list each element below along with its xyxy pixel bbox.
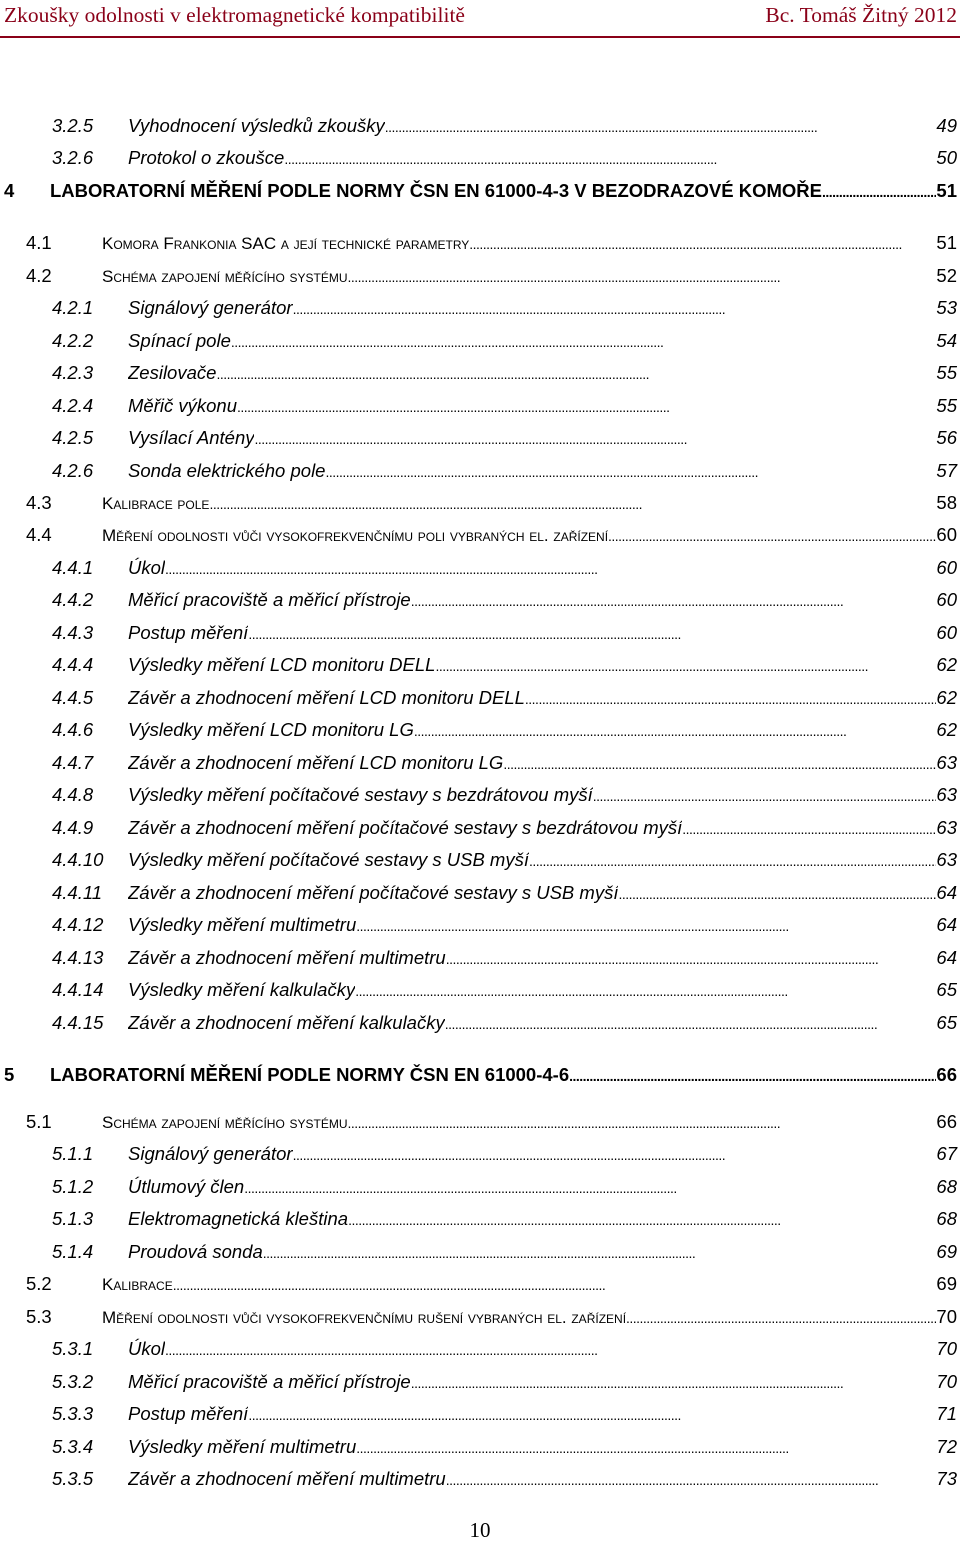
toc-dot-leader — [348, 1204, 936, 1235]
toc-entry-page: 60 — [936, 524, 957, 545]
toc-entry-page: 56 — [936, 427, 957, 448]
toc-entry-title: Signálový generátor — [128, 297, 293, 318]
toc-entry-number: 4.4 — [26, 524, 52, 545]
toc-entry-page: 49 — [936, 115, 957, 136]
toc-entry-title: Zesilovače — [128, 362, 217, 383]
toc-entry-title: Postup měření — [128, 1403, 249, 1424]
toc-entry-number: 5.2 — [26, 1273, 52, 1294]
toc-entry-title: Výsledky měření LCD monitoru DELL — [128, 654, 436, 675]
toc-entry[interactable] — [0, 553, 957, 583]
toc-entry-title: Měřič výkonu — [128, 395, 237, 416]
toc-entry-page: 55 — [936, 395, 957, 416]
toc-entry[interactable] — [0, 683, 957, 713]
toc-entry-number: 5.1.4 — [52, 1241, 94, 1262]
toc-entry-title: Elektromagnetická kleština — [128, 1208, 349, 1229]
toc-entry-number: 4.4.8 — [52, 784, 94, 805]
toc-entry-page: 64 — [936, 914, 957, 935]
toc-entry-page: 68 — [936, 1208, 957, 1229]
toc-entry-page: 51 — [936, 180, 957, 201]
toc-dot-leader — [237, 391, 936, 422]
toc-dot-leader — [525, 683, 937, 714]
toc-entry-page: 50 — [936, 147, 957, 168]
toc-entry[interactable] — [0, 715, 957, 745]
toc-entry-title: Měření odolnosti vůči vysokofrekvenčnímu rušení vybraných el. zařízení — [102, 1308, 627, 1327]
toc-entry-number: 4.4.6 — [52, 719, 94, 740]
toc-entry[interactable] — [0, 618, 957, 648]
toc-dot-leader — [529, 845, 936, 876]
toc-dot-leader — [411, 585, 937, 616]
toc-entry-title: Vyhodnocení výsledků zkoušky — [128, 115, 385, 136]
toc-entry[interactable] — [0, 1464, 957, 1494]
toc-entry[interactable] — [0, 1008, 957, 1038]
toc-entry[interactable] — [0, 261, 957, 291]
toc-entry[interactable] — [0, 1302, 957, 1332]
toc-entry-title: Výsledky měření počítačové sestavy s bezdrátovou myší — [128, 784, 593, 805]
toc-entry-page: 53 — [936, 297, 957, 318]
toc-dot-leader — [446, 943, 937, 974]
toc-entry-number: 3.2.6 — [52, 147, 94, 168]
toc-dot-leader — [348, 1107, 937, 1138]
toc-entry[interactable] — [0, 358, 957, 388]
toc-entry-number: 4.2 — [26, 265, 52, 286]
toc-dot-leader — [446, 1464, 937, 1495]
toc-entry-title: Výsledky měření multimetru — [128, 1436, 357, 1457]
toc-dot-leader — [618, 878, 936, 909]
toc-entry[interactable] — [0, 1399, 957, 1429]
toc-entry[interactable] — [0, 456, 957, 486]
toc-entry-page: 63 — [936, 752, 957, 773]
toc-entry-page: 54 — [936, 330, 957, 351]
toc-entry-number: 4.4.2 — [52, 589, 94, 610]
toc-dot-leader — [165, 1334, 936, 1365]
toc-entry-number: 4.4.15 — [52, 1012, 104, 1033]
header-author: Bc. Tomáš Žitný 2012 — [765, 3, 957, 27]
toc-entry-number: 3.2.5 — [52, 115, 94, 136]
toc-entry-title: Měření odolnosti vůči vysokofrekvenčnímu poli vybraných el. zařízení — [102, 526, 609, 545]
toc-entry[interactable] — [0, 326, 957, 356]
toc-entry-page: 63 — [936, 817, 957, 838]
toc-dot-leader — [248, 1399, 936, 1430]
toc-entry[interactable] — [0, 1139, 957, 1169]
toc-entry-number: 4.4.7 — [52, 752, 94, 773]
toc-dot-leader — [248, 618, 936, 649]
toc-entry-title: Měřicí pracoviště a měřicí přístroje — [128, 589, 411, 610]
toc-entry[interactable] — [0, 813, 957, 843]
toc-entry-page: 60 — [936, 589, 957, 610]
toc-entry-number: 4.4.12 — [52, 914, 104, 935]
toc-entry-title: Závěr a zhodnocení měření LCD monitoru DELL — [128, 687, 525, 708]
toc-entry[interactable] — [0, 176, 957, 206]
page-header — [0, 0, 960, 46]
toc-entry-number: 5.1 — [26, 1111, 52, 1132]
toc-entry-title: Útlumový člen — [128, 1176, 245, 1197]
toc-dot-leader — [435, 650, 936, 681]
toc-entry[interactable] — [0, 1269, 957, 1299]
toc-dot-leader — [244, 1172, 936, 1203]
toc-entry-title: Kalibrace — [102, 1275, 173, 1294]
toc-entry[interactable] — [0, 878, 957, 908]
toc-entry-title: Signálový generátor — [128, 1143, 293, 1164]
toc-entry-number: 4.2.5 — [52, 427, 94, 448]
toc-entry[interactable] — [0, 845, 957, 875]
toc-entry-title: Výsledky měření kalkulačky — [128, 979, 356, 1000]
toc-entry-number: 4.2.3 — [52, 362, 94, 383]
toc-entry-number: 5.3 — [26, 1306, 52, 1327]
page-number: 10 — [469, 1518, 491, 1542]
toc-entry-page: 64 — [936, 882, 957, 903]
toc-entry-page: 70 — [936, 1371, 957, 1392]
toc-dot-leader — [385, 111, 937, 142]
toc-entry-title: Výsledky měření počítačové sestavy s USB myší — [128, 849, 529, 870]
toc-entry-page: 60 — [936, 557, 957, 578]
toc-entry[interactable] — [0, 650, 957, 680]
toc-entry-title: Schéma zapojení měřícího systému — [102, 267, 348, 286]
toc-entry-number: 5.1.3 — [52, 1208, 94, 1229]
toc-entry[interactable] — [0, 1107, 957, 1137]
toc-entry[interactable] — [0, 520, 957, 550]
toc-entry-title: LABORATORNÍ MĚŘENÍ PODLE NORMY ČSN EN 61000-4-3 V BEZODRAZOVÉ KOMOŘE — [50, 180, 822, 201]
toc-entry-title: Kalibrace pole — [102, 494, 210, 513]
toc-entry-title: Spínací pole — [128, 330, 231, 351]
toc-dot-leader — [822, 176, 936, 207]
toc-dot-leader — [608, 520, 936, 551]
toc-entry-number: 5.3.1 — [52, 1338, 94, 1359]
toc-entry-number: 4.4.13 — [52, 947, 104, 968]
toc-entry-title: Měřicí pracoviště a měřicí přístroje — [128, 1371, 411, 1392]
toc-dot-leader — [325, 456, 936, 487]
header-rule — [0, 36, 960, 38]
toc-entry-page: 69 — [936, 1241, 957, 1262]
toc-entry[interactable] — [0, 943, 957, 973]
toc-entry-number: 4.4.9 — [52, 817, 94, 838]
toc-entry-page: 60 — [936, 622, 957, 643]
toc-entry[interactable] — [0, 975, 957, 1005]
toc-entry-page: 68 — [936, 1176, 957, 1197]
toc-entry-title: Závěr a zhodnocení měření multimetru — [128, 947, 446, 968]
toc-entry-page: 62 — [936, 654, 957, 675]
toc-dot-leader — [231, 326, 937, 357]
toc-entry-page: 65 — [936, 1012, 957, 1033]
toc-entry-title: Proudová sonda — [128, 1241, 263, 1262]
toc-entry-number: 5.1.1 — [52, 1143, 94, 1164]
toc-entry-title: Schéma zapojení měřícího systému — [102, 1113, 348, 1132]
toc-entry[interactable] — [0, 1334, 957, 1364]
toc-entry-title: Komora Frankonia SAC a její technické parametry — [102, 234, 470, 253]
toc-entry-number: 5.1.2 — [52, 1176, 94, 1197]
toc-entry-number: 4.4.1 — [52, 557, 94, 578]
toc-dot-leader — [445, 1008, 937, 1039]
toc-dot-leader — [173, 1269, 937, 1300]
toc-entry-number: 4.2.6 — [52, 460, 94, 481]
toc-entry-page: 52 — [936, 265, 957, 286]
toc-entry-number: 5.3.5 — [52, 1468, 94, 1489]
toc-entry-page: 55 — [936, 362, 957, 383]
toc-entry-title: LABORATORNÍ MĚŘENÍ PODLE NORMY ČSN EN 61000-4-6 — [50, 1064, 570, 1085]
toc-entry-page: 63 — [936, 784, 957, 805]
toc-entry[interactable] — [0, 910, 957, 940]
toc-entry-number: 4.3 — [26, 492, 52, 513]
toc-entry-page: 62 — [936, 719, 957, 740]
toc-dot-leader — [348, 261, 937, 292]
toc-entry-number: 4.2.1 — [52, 297, 94, 318]
toc-entry[interactable] — [0, 585, 957, 615]
header-title: Zkoušky odolnosti v elektromagnetické kompatibilitě — [4, 3, 465, 27]
toc-dot-leader — [503, 748, 936, 779]
toc-dot-leader — [682, 813, 936, 844]
toc-entry-title: Závěr a zhodnocení měření počítačové sestavy s bezdrátovou myší — [128, 817, 683, 838]
toc-entry-page: 66 — [936, 1111, 957, 1132]
toc-entry[interactable] — [0, 1432, 957, 1462]
toc-entry-page: 70 — [936, 1306, 957, 1327]
toc-entry-number: 5.3.4 — [52, 1436, 94, 1457]
toc-entry-title: Výsledky měření multimetru — [128, 914, 357, 935]
toc-entry-page: 70 — [936, 1338, 957, 1359]
toc-entry[interactable] — [0, 488, 957, 518]
toc-entry[interactable] — [0, 111, 957, 141]
toc-dot-leader — [593, 780, 937, 811]
toc-entry[interactable] — [0, 228, 957, 258]
toc-entry[interactable] — [0, 1172, 957, 1202]
toc-dot-leader — [626, 1302, 936, 1333]
toc-entry-number: 4.4.11 — [52, 882, 103, 903]
toc-dot-leader — [356, 1432, 936, 1463]
toc-dot-leader — [356, 910, 936, 941]
toc-entry-title: Závěr a zhodnocení měření počítačové sestavy s USB myší — [128, 882, 619, 903]
toc-entry-page: 62 — [936, 687, 957, 708]
toc-entry[interactable] — [0, 780, 957, 810]
toc-entry-number: 5.3.2 — [52, 1371, 94, 1392]
toc-entry-page: 66 — [936, 1064, 957, 1085]
toc-dot-leader — [254, 423, 936, 454]
toc-entry-number: 4.4.5 — [52, 687, 94, 708]
toc-dot-leader — [569, 1060, 936, 1091]
toc-entry-page: 65 — [936, 979, 957, 1000]
toc-entry-page: 58 — [936, 492, 957, 513]
toc-entry-number: 4.1 — [26, 232, 52, 253]
toc-dot-leader — [165, 553, 936, 584]
toc-entry-title: Vysílací Antény — [128, 427, 255, 448]
toc-entry[interactable] — [0, 1060, 957, 1090]
toc-dot-leader — [216, 358, 936, 389]
toc-entry-page: 63 — [936, 849, 957, 870]
toc-entry[interactable] — [0, 143, 957, 173]
toc-entry-title: Sonda elektrického pole — [128, 460, 326, 481]
toc-dot-leader — [469, 228, 936, 259]
toc-entry[interactable] — [0, 1367, 957, 1397]
toc-entry-number: 4 — [4, 180, 15, 201]
toc-dot-leader — [209, 488, 936, 519]
toc-entry-title: Závěr a zhodnocení měření kalkulačky — [128, 1012, 445, 1033]
toc-entry-title: Výsledky měření LCD monitoru LG — [128, 719, 414, 740]
toc-entry[interactable] — [0, 748, 957, 778]
toc-entry-number: 5 — [4, 1064, 15, 1085]
toc-entry-number: 4.4.4 — [52, 654, 94, 675]
toc-entry-page: 57 — [936, 460, 957, 481]
toc-dot-leader — [263, 1237, 937, 1268]
toc-entry-page: 51 — [936, 232, 957, 253]
toc-dot-leader — [293, 1139, 937, 1170]
toc-dot-leader — [293, 293, 937, 324]
toc-entry-title: Závěr a zhodnocení měření multimetru — [128, 1468, 446, 1489]
toc-entry[interactable] — [0, 293, 957, 323]
toc-dot-leader — [355, 975, 936, 1006]
toc-entry-number: 4.4.10 — [52, 849, 104, 870]
toc-entry-page: 73 — [936, 1468, 957, 1489]
toc-entry-number: 4.2.4 — [52, 395, 94, 416]
toc-entry-page: 69 — [936, 1273, 957, 1294]
toc-entry-title: Úkol — [128, 1338, 166, 1359]
toc-entry-page: 64 — [936, 947, 957, 968]
toc-entry-title: Postup měření — [128, 622, 249, 643]
toc-entry-title: Závěr a zhodnocení měření LCD monitoru LG — [128, 752, 504, 773]
toc-entry-number: 4.4.14 — [52, 979, 104, 1000]
toc-entry-page: 72 — [936, 1436, 957, 1457]
toc-dot-leader — [411, 1367, 937, 1398]
toc-entry-number: 4.2.2 — [52, 330, 94, 351]
toc-entry-number: 5.3.3 — [52, 1403, 94, 1424]
toc-entry[interactable] — [0, 1237, 957, 1267]
toc-entry-page: 67 — [936, 1143, 957, 1164]
toc-entry[interactable] — [0, 1204, 957, 1234]
toc-dot-leader — [284, 143, 936, 174]
toc-entry[interactable] — [0, 423, 957, 453]
toc-entry-number: 4.4.3 — [52, 622, 94, 643]
toc-dot-leader — [414, 715, 937, 746]
toc-entry[interactable] — [0, 391, 957, 421]
toc-entry-title: Protokol o zkoušce — [128, 147, 285, 168]
toc-entry-page: 71 — [936, 1403, 957, 1424]
toc-entry-title: Úkol — [128, 557, 166, 578]
